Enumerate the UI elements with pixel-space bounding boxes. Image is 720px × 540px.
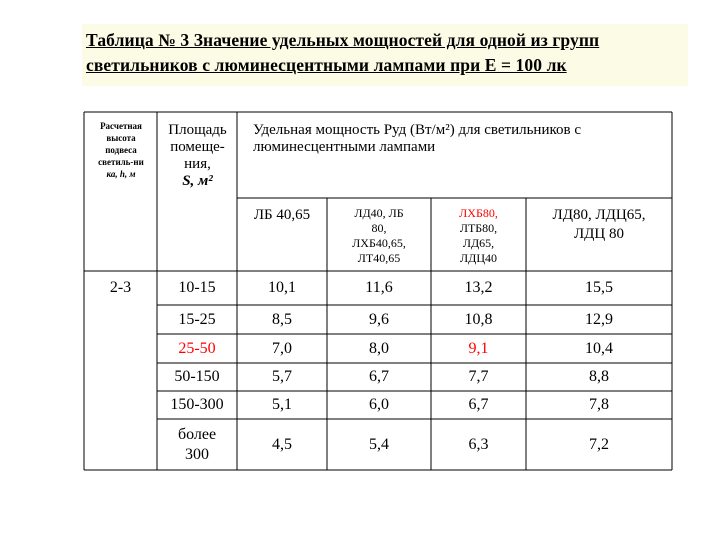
value-cell: 6,0	[369, 396, 389, 413]
lamp-type-line: ЛД40, ЛБ	[354, 206, 404, 220]
header-line: Расчетная	[100, 121, 142, 131]
lamp-type-line: ЛТ40,65	[357, 251, 401, 265]
value-cell: 6,7	[369, 368, 389, 385]
header-line: люминесцентными лампами	[253, 139, 436, 155]
value-cell: 13,2	[464, 279, 493, 296]
area-cell: 10-15	[178, 279, 216, 296]
value-cell: 10,1	[268, 279, 296, 296]
lamp-type-line: 80,	[371, 221, 387, 235]
lamp-type-line: ЛБ 40,65	[253, 207, 311, 223]
lamp-type-header	[237, 206, 327, 225]
value-cell: 10,8	[464, 310, 493, 328]
value-cell: 6,3	[468, 435, 489, 453]
value-cell: 5,4	[369, 435, 389, 453]
value-cell: 7,0	[272, 339, 292, 357]
header-area-column	[158, 122, 237, 190]
header-height-column	[85, 120, 157, 180]
lamp-type-line: ЛДЦ40	[460, 251, 497, 265]
header-line: высота	[106, 133, 136, 143]
value-cell: 6,7	[468, 396, 489, 413]
value-cell: 11,6	[365, 279, 393, 296]
value-cell: 8,0	[369, 339, 389, 357]
area-cell-highlighted: 25-50	[178, 339, 216, 357]
lamp-type-header	[327, 206, 431, 266]
lamp-type-header	[526, 206, 672, 244]
header-line: Площадь	[168, 122, 227, 138]
header-line: S, м²	[182, 173, 213, 189]
value-cell-highlighted: 9,1	[468, 339, 489, 357]
value-cell: 4,5	[272, 435, 292, 453]
header-line: помеще-	[170, 139, 225, 155]
value-cell: 5,7	[272, 368, 292, 385]
value-cell: 8,5	[272, 310, 292, 328]
area-cell: 150-300	[170, 396, 224, 413]
value-cell: 9,6	[369, 310, 389, 328]
area-cell: более 300	[177, 425, 217, 463]
value-cell: 7,8	[589, 396, 609, 413]
table-title-line-2: светильников с люминесцентными лампами при Е = 100 лк	[86, 55, 567, 75]
value-cell: 7,2	[589, 435, 609, 453]
value-cell: 5,1	[272, 396, 292, 413]
value-cell: 15,5	[585, 279, 613, 296]
header-power-title	[253, 122, 663, 156]
value-cell: 7,7	[468, 368, 489, 385]
header-line: светиль-ни	[98, 157, 144, 167]
header-line: ка, h, м	[106, 169, 136, 179]
value-cell: 12,9	[585, 310, 613, 328]
header-line: Удельная мощность Руд (Вт/м²) для светильников с	[253, 122, 582, 138]
area-cell: 15-25	[178, 310, 216, 328]
lamp-type-line: ЛТБ80,	[459, 221, 498, 235]
lamp-type-line: ЛД80, ЛДЦ65,	[552, 207, 646, 223]
lamp-type-line: ЛД65,	[462, 236, 495, 250]
lamp-type-header	[431, 206, 526, 266]
header-line: подвеса	[105, 145, 137, 155]
table-title-line-1: Таблица № 3 Значение удельных мощностей для одной из групп	[86, 30, 600, 50]
header-line: ния,	[184, 156, 211, 172]
height-value: 2-3	[109, 279, 132, 296]
lamp-type-line: ЛХБ80,	[459, 206, 498, 220]
value-cell: 8,8	[589, 368, 609, 385]
value-cell: 10,4	[585, 339, 613, 357]
lamp-type-line: ЛДЦ 80	[574, 226, 624, 242]
area-cell: 50-150	[174, 368, 220, 385]
lamp-type-line: ЛХБ40,65,	[352, 236, 406, 250]
